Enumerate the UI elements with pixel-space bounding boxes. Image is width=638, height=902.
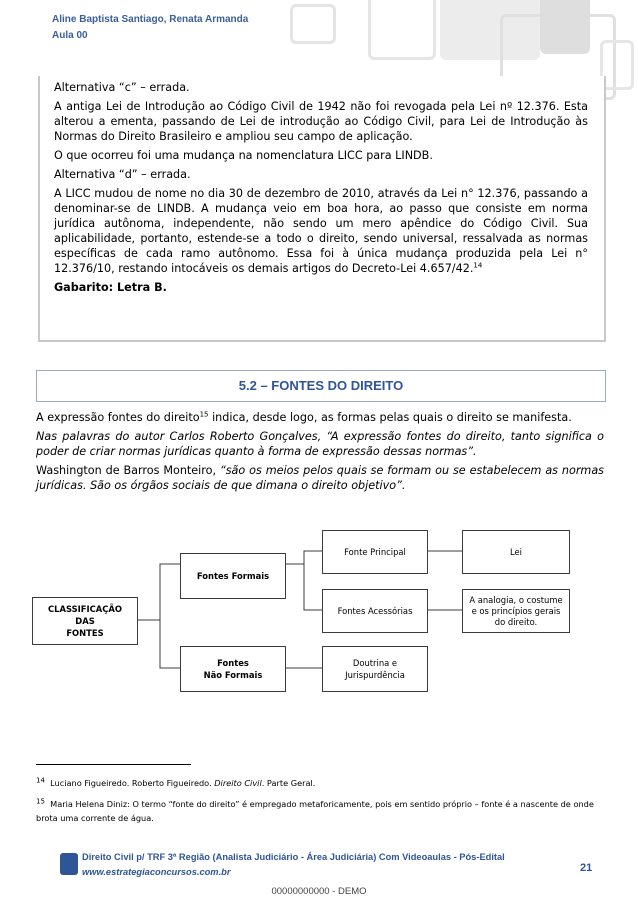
node-analogia-l3: do direito. xyxy=(494,616,538,627)
footnote-14-c: . Parte Geral. xyxy=(261,778,316,788)
decor-square xyxy=(540,0,590,54)
node-classificacao-l2: DAS xyxy=(75,616,95,626)
alt-d-heading: Alternativa “d” – errada. xyxy=(54,168,191,181)
node-doutrina xyxy=(322,646,428,692)
body-paragraph-2: Nas palavras do autor Carlos Roberto Gonçalves, “A expressão fontes do direito, tanto significa o poder de criar normas jurídicas quanto à forma de expressão dessas normas”. xyxy=(36,430,604,458)
node-fontes-acessorias xyxy=(322,589,428,633)
body-paragraph-3 xyxy=(36,463,604,493)
node-doutrina-l2: Jurispurdência xyxy=(345,670,405,680)
alt-d-paragraph xyxy=(54,186,588,276)
node-nao-formais-l1: Fontes xyxy=(217,658,249,668)
section-title-box xyxy=(36,370,606,402)
node-fontes-formais xyxy=(180,553,286,599)
footnote-ref-15[interactable]: 15 xyxy=(199,410,209,419)
node-classificacao-l1: CLASSIFICAÇÃO xyxy=(48,604,122,614)
node-classificacao xyxy=(32,597,138,645)
body-p1-a: A expressão fontes do direito xyxy=(36,411,200,424)
decor-square xyxy=(290,4,336,44)
node-analogia-l1: A analogia, o costume xyxy=(469,594,563,605)
connector-root-naoformais xyxy=(138,620,180,668)
node-doutrina-l1: Doutrina e xyxy=(352,658,398,668)
connector-root-formais xyxy=(138,564,180,620)
footnote-ref-14[interactable]: 14 xyxy=(473,261,483,270)
gabarito: Gabarito: Letra B. xyxy=(54,281,167,294)
owl-logo-icon xyxy=(60,853,78,875)
body-p3-a: Washington de Barros Monteiro, xyxy=(36,464,220,477)
demo-watermark: 00000000000 - DEMO xyxy=(271,886,367,897)
connector-formais-acessorias xyxy=(286,564,322,610)
footer-course: Direito Civil p/ TRF 3ª Região (Analista Judiciário - Área Judiciária) Com Videoaulas - Pós-Edital xyxy=(82,852,505,862)
node-classificacao-l3: FONTES xyxy=(66,628,104,638)
node-analogia xyxy=(462,589,570,633)
footnote-14-number: 14 xyxy=(36,776,45,785)
footnote-14 xyxy=(36,776,604,790)
header-lesson: Aula 00 xyxy=(52,30,88,41)
node-analogia-l2: e os princípios gerais xyxy=(471,605,561,616)
node-fontes-acessorias-label: Fontes Acessórias xyxy=(337,606,413,616)
node-fontes-formais-label: Fontes Formais xyxy=(196,571,270,581)
alt-c-heading: Alternativa “c” – errada. xyxy=(54,81,190,94)
page-number: 21 xyxy=(580,862,593,874)
body-p1-b: indica, desde logo, as formas pelas quais o direito se manifesta. xyxy=(208,411,572,424)
footnote-14-a: Luciano Figueiredo. Roberto Figueiredo. xyxy=(50,778,215,788)
footnote-15-text: Maria Helena Diniz: O termo “fonte do direito” é empregado metaforicamente, pois em sentido próprio – fonte é a nascente de onde brota uma corrente de água. xyxy=(36,799,594,823)
footnote-15 xyxy=(36,797,604,825)
footnote-15-number: 15 xyxy=(36,797,45,806)
section-title: 5.2 – FONTES DO DIREITO xyxy=(238,378,404,393)
alt-c-text2: O que ocorreu foi uma mudança na nomenclatura LICC para LINDB. xyxy=(54,149,433,162)
node-lei xyxy=(462,530,570,574)
header-authors: Aline Baptista Santiago, Renata Armanda xyxy=(52,14,249,25)
node-nao-formais-l2: Não Formais xyxy=(203,670,263,680)
footer-url[interactable]: www.estrategiaconcursos.com.br xyxy=(82,867,231,877)
body-text xyxy=(36,410,604,497)
alt-c-text: A antiga Lei de Introdução ao Código Civil de 1942 não foi revogada pela Lei nº 12.376. Esta alterou a ementa, passando de Lei de introdução ao Código Civil, para Lei de Introdução às Normas do Direito Brasileiro e ampliou seu campo de aplicação. xyxy=(54,100,588,143)
alt-d-text: A LICC mudou de nome no dia 30 de dezembro de 2010, através da Lei n° 12.376, passando a denominar-se de LINDB. A mudança veio em boa hora, ao passo que consiste em norma jurídica autônoma, independente, não sendo um mero apêndice do Código Civil. Sua aplicabilidade, portanto, estende-se a todo o direito, sendo universal, ressalvada as normas específicas de cada ramo autônomo. Essa foi à única mudança produzida pela Lei n° 12.376/10, restando intocáveis os demais artigos do Decreto-Lei 4.657/42. xyxy=(54,187,588,275)
body-p3-b: “são os meios pelos quais se formam ou se estabelecem as normas jurídicas. São os órgãos sociais de que dimana o direito objetivo”. xyxy=(36,464,604,492)
node-fonte-principal xyxy=(322,530,428,574)
answer-box xyxy=(38,76,606,342)
node-lei-label: Lei xyxy=(510,547,522,557)
footnote-14-b: Direito Civil xyxy=(214,778,262,788)
connector-formais-principal xyxy=(286,551,322,564)
node-fonte-principal-label: Fonte Principal xyxy=(344,547,406,557)
footnote-divider xyxy=(36,764,191,765)
node-fontes-nao-formais xyxy=(180,646,286,692)
body-paragraph-1 xyxy=(36,410,604,425)
decor-square xyxy=(368,0,436,60)
